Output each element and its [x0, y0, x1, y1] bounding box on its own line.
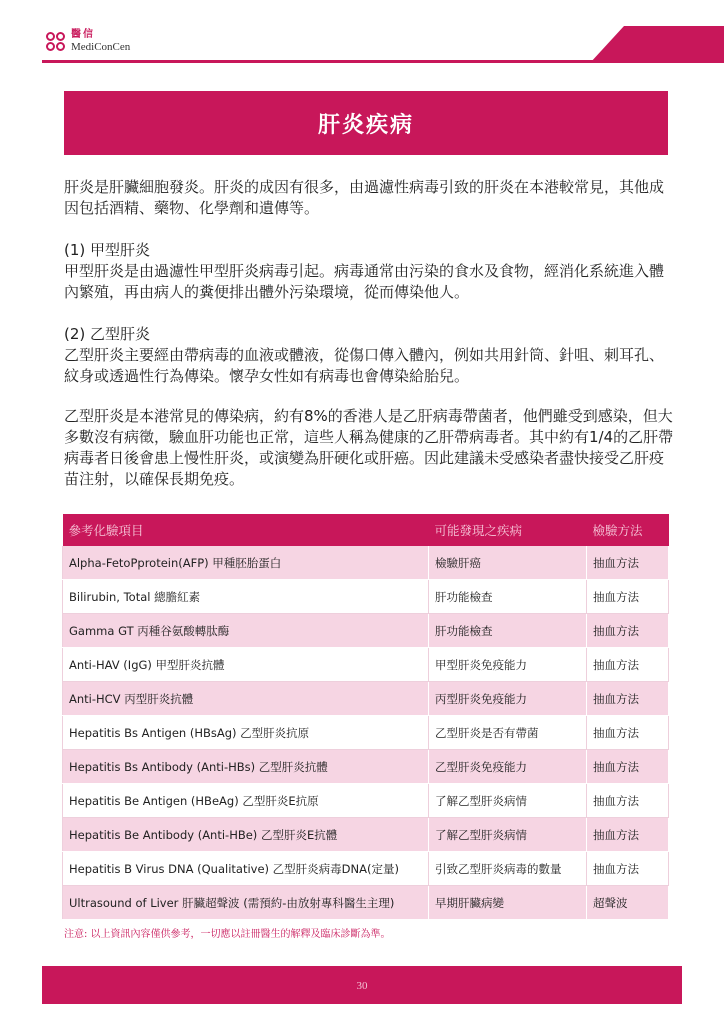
cell-test-item: Anti-HAV (IgG) 甲型肝炎抗體	[63, 648, 429, 682]
table-row	[63, 716, 669, 750]
disclaimer-note: 注意: 以上資訊內容僅供參考，一切應以註冊醫生的解釋及臨床診斷為準。	[64, 929, 391, 940]
cell-disease: 早期肝臟病變	[429, 886, 587, 920]
table-row	[63, 750, 669, 784]
logo-mark-icon	[46, 32, 66, 52]
table-row	[63, 852, 669, 886]
cell-method: 抽血方法	[587, 852, 669, 886]
cell-method: 抽血方法	[587, 750, 669, 784]
cell-test-item: Ultrasound of Liver 肝臟超聲波 (需預約-由放射專科醫生主理)	[63, 886, 429, 920]
cell-disease: 了解乙型肝炎病情	[429, 818, 587, 852]
logo-text	[71, 30, 130, 53]
cell-disease: 肝功能檢查	[429, 614, 587, 648]
section-heading-hepatitis-a: (1) 甲型肝炎	[64, 241, 151, 259]
intro-paragraph: 肝炎是肝臟細胞發炎。肝炎的成因有很多，由過濾性病毒引致的肝炎在本港較常見，其他成因包括酒精、藥物、化學劑和遺傳等。	[64, 178, 665, 217]
table-row	[63, 784, 669, 818]
cell-test-item: Hepatitis Be Antigen (HBeAg) 乙型肝炎E抗原	[63, 784, 429, 818]
table-row	[63, 614, 669, 648]
cell-test-item: Hepatitis B Virus DNA (Qualitative) 乙型肝炎病毒DNA(定量)	[63, 852, 429, 886]
logo-english: MediConCen	[71, 41, 131, 53]
header-tab-decoration	[590, 26, 724, 63]
section-heading-hepatitis-b: (2) 乙型肝炎	[64, 325, 151, 343]
cell-test-item: Hepatitis Be Antibody (Anti-HBe) 乙型肝炎E抗體	[63, 818, 429, 852]
cell-method: 抽血方法	[587, 784, 669, 818]
cell-test-item: Alpha-FetoPprotein(AFP) 甲種胚胎蛋白	[63, 546, 429, 580]
cell-test-item: Hepatitis Bs Antibody (Anti-HBs) 乙型肝炎抗體	[63, 750, 429, 784]
page-title: 肝炎疾病	[64, 91, 668, 155]
table-row	[63, 648, 669, 682]
table-row	[63, 580, 669, 614]
cell-method: 抽血方法	[587, 648, 669, 682]
cell-test-item: Bilirubin, Total 總膽紅素	[63, 580, 429, 614]
header-rule	[42, 60, 628, 63]
cell-disease: 檢驗肝癌	[429, 546, 587, 580]
section-body-hepatitis-b: 乙型肝炎主要經由帶病毒的血液或體液，從傷口傳入體內，例如共用針筒、針咀、刺耳孔、紋身或透過性行為傳染。懷孕女性如有病毒也會傳染給胎兒。	[64, 346, 665, 385]
page-number: 30	[356, 980, 368, 992]
table-row	[63, 886, 669, 920]
lab-test-table	[62, 514, 669, 920]
cell-method: 抽血方法	[587, 580, 669, 614]
section-body-hepatitis-a: 甲型肝炎是由過濾性甲型肝炎病毒引起。病毒通常由污染的食水及食物，經消化系統進入體內繁殖，再由病人的糞便排出體外污染環境，從而傳染他人。	[64, 262, 665, 301]
cell-disease: 引致乙型肝炎病毒的數量	[429, 852, 587, 886]
cell-method: 抽血方法	[587, 682, 669, 716]
header-disease: 可能發現之疾病	[429, 514, 587, 546]
logo	[46, 30, 130, 53]
cell-test-item: Hepatitis Bs Antigen (HBsAg) 乙型肝炎抗原	[63, 716, 429, 750]
hbv-paragraph: 乙型肝炎是本港常見的傳染病，約有8%的香港人是乙肝病毒帶菌者，他們雖受到感染，但大多數沒有病徵，驗血肝功能也正常，這些人稱為健康的乙肝帶病毒者。其中約有1/4的乙肝帶病毒者日後會患上慢性肝炎，或演變為肝硬化或肝癌。因此建議未受感染者盡快接受乙肝疫苗注射，以確保長期免疫。	[64, 407, 674, 488]
cell-disease: 甲型肝炎免疫能力	[429, 648, 587, 682]
cell-disease: 丙型肝炎免疫能力	[429, 682, 587, 716]
table-row	[63, 818, 669, 852]
header-test-item: 參考化驗項目	[63, 514, 429, 546]
cell-test-item: Anti-HCV 丙型肝炎抗體	[63, 682, 429, 716]
cell-method: 抽血方法	[587, 614, 669, 648]
cell-disease: 乙型肝炎是否有帶菌	[429, 716, 587, 750]
cell-disease: 乙型肝炎免疫能力	[429, 750, 587, 784]
logo-chinese: 醫信	[71, 29, 95, 40]
cell-method: 抽血方法	[587, 818, 669, 852]
cell-disease: 了解乙型肝炎病情	[429, 784, 587, 818]
header-method: 檢驗方法	[587, 514, 669, 546]
table-header-row	[63, 514, 669, 546]
cell-method: 抽血方法	[587, 546, 669, 580]
cell-method: 超聲波	[587, 886, 669, 920]
table-row	[63, 546, 669, 580]
cell-disease: 肝功能檢查	[429, 580, 587, 614]
cell-method: 抽血方法	[587, 716, 669, 750]
cell-test-item: Gamma GT 丙種谷氨酸轉肽酶	[63, 614, 429, 648]
table-row	[63, 682, 669, 716]
